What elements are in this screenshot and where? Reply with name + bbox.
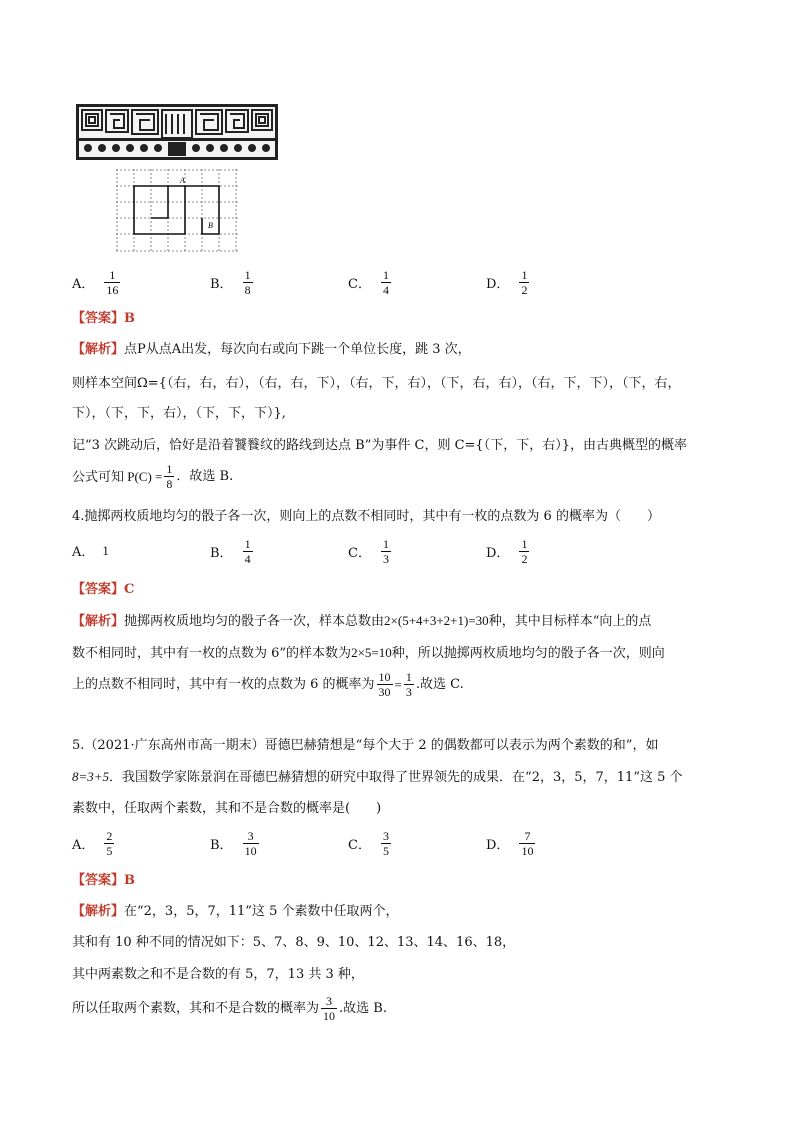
q5-analysis-line-4: 所以任取两个素数，其和不是合数的概率为 $\frac{3}{10}$ .故选 B. (72, 994, 387, 1023)
q4-stem: 4.抛掷两枚质地均匀的骰子各一次，则向上的点数不相同时，其中有一枚的点数为 6 的概率为（ ） (72, 509, 660, 524)
q4-analysis-line-3: 上的点数不相同时，其中有一枚的点数为 6 的概率为 $\frac{10}{30}$ = $\frac{1}{3}$ .故选 C. (72, 670, 464, 699)
q4-option-c: C． $\frac{1}{3}$ (348, 537, 389, 566)
q4-option-d: D． $\frac{1}{2}$ (486, 537, 528, 566)
q5-analysis-line-1: 【解析】在“2，3，5，7，11”这 5 个素数中任取两个， (72, 904, 399, 919)
q3-analysis-line-4: 记“3 次跳动后，恰好是沿着饕餮纹的路线到达点 B”为事件 C，则 C={（下，下，右）}，由古典概型的概率 (72, 438, 687, 453)
q3-option-b: B． $\frac{1}{8}$ (210, 268, 251, 297)
q3-option-a: A． $\frac{1}{16}$ (72, 268, 119, 297)
q3-answer: 【答案】B (72, 311, 136, 326)
taotie-pattern-image (76, 104, 278, 160)
q4-answer: 【答案】C (72, 582, 135, 597)
q3-option-d: D． $\frac{1}{2}$ (486, 268, 528, 297)
q5-option-d: D． $\frac{7}{10}$ (486, 829, 534, 858)
q5-option-b: B． $\frac{3}{10}$ (210, 829, 257, 858)
q3-analysis-line-3: 下），（下，下，右），（下，下，下）}, (72, 406, 286, 421)
q5-answer: 【答案】B (72, 873, 136, 888)
grid-path-figure (116, 169, 240, 253)
q5-analysis-line-2: 其和有 10 种不同的情况如下：5、7、8、9、10、12、13、14、16、18， (72, 935, 516, 950)
q3-option-c: C． $\frac{1}{4}$ (348, 268, 389, 297)
q4-option-a: A． 1 (72, 542, 109, 560)
q5-stem-line-2: 8=3+5．我国数学家陈景润在哥德巴赫猜想的研究中取得了世界领先的成果．在“2，3，5，7，11”这 5 个 (72, 769, 683, 785)
q4-analysis-line-1: 【解析】抛掷两枚质地均匀的骰子各一次，样本总数由2×(5+4+3+2+1)=30种，其中目标样本“向上的点 (72, 613, 652, 629)
q5-option-a: A． $\frac{2}{5}$ (72, 829, 113, 858)
q3-analysis-line-2: 则样本空间Ω={（右，右，右），（右，右，下），（右，下，右），（下，右，右），（右，下，下），（下，右， (72, 376, 681, 391)
q3-analysis-line-1: 【解析】点P从点A出发，每次向右或向下跳一个单位长度，跳 3 次， (72, 342, 471, 357)
q5-stem-line-3: 素数中，任取两个素数，其和不是合数的概率是( ) (72, 801, 382, 816)
q5-stem-line-1: 5.（2021·广东高州市高一期末）哥德巴赫猜想是“每个大于 2 的偶数都可以表示为两个素数的和”，如 (72, 738, 659, 753)
q5-analysis-line-3: 其中两素数之和不是合数的有 5，7，13 共 3 种， (72, 967, 364, 982)
q3-analysis-line-5: 公式可知 P(C) = $\frac{1}{8}$ ．故选 B. (72, 462, 234, 491)
q5-option-c: C． $\frac{3}{5}$ (348, 829, 389, 858)
q4-option-b: B． $\frac{1}{4}$ (210, 537, 251, 566)
q4-analysis-line-2: 数不相同时，其中有一枚的点数为 6”的样本数为2×5=10种，所以抛掷两枚质地均匀的骰子各一次，则向 (72, 645, 665, 661)
point-b-label: B (208, 221, 213, 230)
point-a-label: A (180, 176, 185, 185)
